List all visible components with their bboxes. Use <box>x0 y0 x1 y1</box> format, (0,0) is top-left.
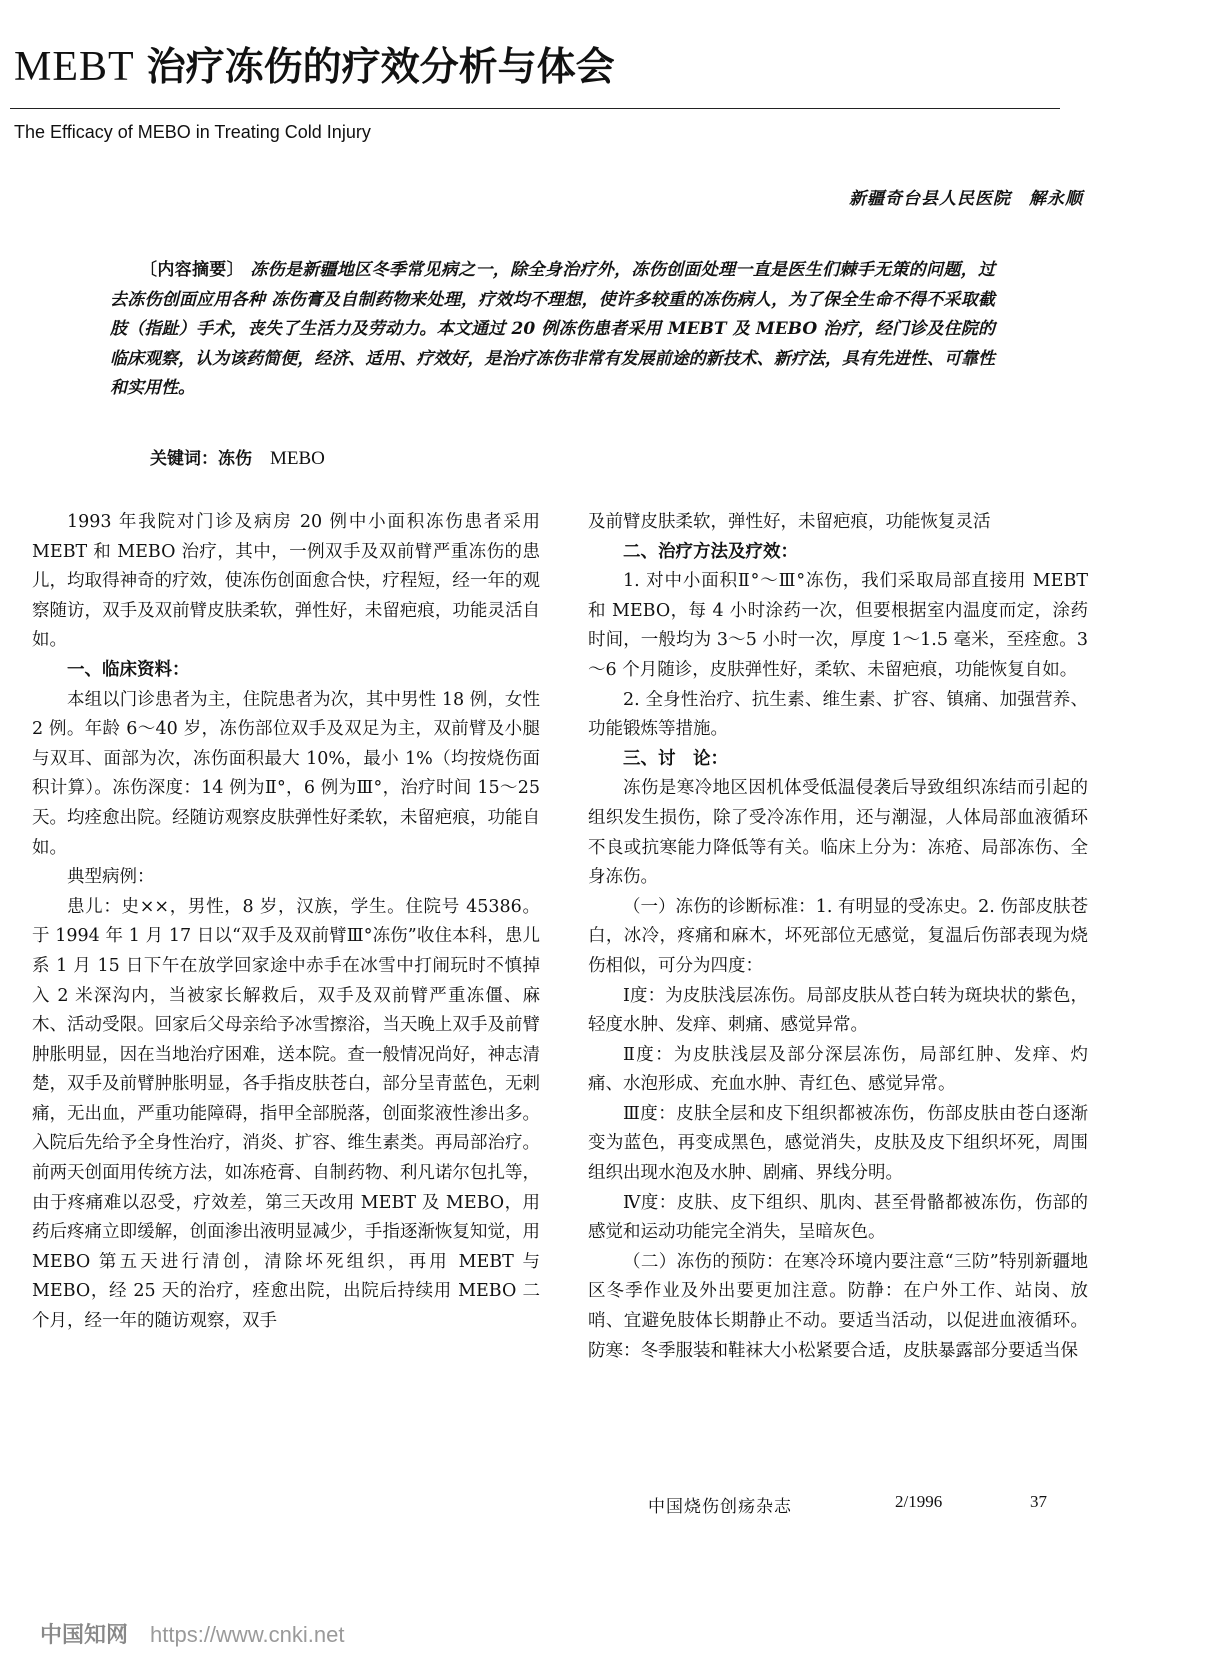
author-name: 解永顺 <box>1029 189 1083 209</box>
section-heading-discussion: 三、讨 论： <box>623 748 728 769</box>
clinical-paragraph: 本组以门诊患者为主，住院患者为次，其中男性 18 例，女性 2 例。年龄 6～40 岁，冻伤部位双手及双足为主，双前臂及小腿与双耳、面部为次，冻伤面积最大 10%，最小 1%（均按烧伤面积计算）。冻伤深度：14 例为Ⅱ°，6 例为Ⅲ°，治疗时间 15～25 天。均痊愈出院。经随访观察皮肤弹性好柔软，未留疤痕，功能自如。 <box>32 689 540 858</box>
prevention-paragraph: （二）冻伤的预防：在寒冷环境内要注意“三防”特别新疆地区冬季作业及外出要更加注意。防静：在户外工作、站岗、放哨、宜避免肢体长期静止不动。要适当活动，以促进血液循环。防寒：冬季服装和鞋袜大小松紧要合适，皮肤暴露部分要适当保 <box>588 1251 1088 1361</box>
title-divider <box>10 108 1060 109</box>
body-column-right <box>588 508 1088 1366</box>
watermark-url[interactable]: https://www.cnki.net <box>150 1622 345 1647</box>
title-cjk: 治疗冻伤的疗效分析与体会 <box>146 45 615 90</box>
watermark <box>40 1618 344 1649</box>
intro-paragraph: 1993 年我院对门诊及病房 20 例中小面积冻伤患者采用MEBT 和 MEBO 治疗，其中，一例双手及双前臂严重冻伤的患儿，均取得神奇的疗效，使冻伤创面愈合快，疗程短，经一年的观察随访，双手及双前臂皮肤柔软，弹性好，未留疤痕，功能灵活自如。 <box>32 512 540 651</box>
degree-3: Ⅲ度：皮肤全层和皮下组织都被冻伤，伤部皮肤由苍白逐渐变为蓝色，再变成黑色，感觉消失，皮肤及皮下组织坏死，周围组织出现水泡及水肿、剧痛、界线分明。 <box>588 1103 1088 1184</box>
case-label: 典型病例： <box>67 867 155 888</box>
section-heading-treatment: 二、治疗方法及疗效： <box>623 541 798 562</box>
watermark-brand: 中国知网 <box>40 1623 129 1648</box>
discussion-paragraph-2: （一）冻伤的诊断标准：1. 有明显的受冻史。2. 伤部皮肤苍白，冰冷，疼痛和麻木，坏死部位无感觉，复温后伤部表现为烧伤相似，可分为四度： <box>588 896 1088 976</box>
abstract-label: 〔内容摘要〕 <box>140 260 244 280</box>
degree-4: Ⅳ度：皮肤、皮下组织、肌肉、甚至骨骼都被冻伤，伤部的感觉和运动功能完全消失，呈暗灰色。 <box>588 1192 1088 1243</box>
section-heading-clinical: 一、临床资料： <box>67 659 190 680</box>
article-title <box>14 36 1014 92</box>
abstract-text: 冻伤是新疆地区冬季常见病之一，除全身治疗外，冻伤创面处理一直是医生们棘手无策的问题，过去冻伤创面应用各种 冻伤膏及自制药物来处理，疗效均不理想，使许多较重的冻伤病人，为了保全生命不得不采取截肢（指趾）手术，丧失了生活力及劳动力。本文通过 20 例冻伤患者采用 MEBT 及 MEBO 治疗，经门诊及住院的临床观察，认为该药简便，经济、适用、疗效好，是治疗冻伤非常有发展前途的新技术、新疗法，具有先进性、可靠性和实用性。 <box>110 260 995 398</box>
page-number: 37 <box>1030 1492 1047 1511</box>
keywords <box>150 444 325 470</box>
treatment-paragraph-2: 2. 全身性治疗、抗生素、维生素、扩容、镇痛、加强营养、功能锻炼等措施。 <box>588 689 1088 740</box>
degree-2: Ⅱ度：为皮肤浅层及部分深层冻伤，局部红肿、发痒、灼痛、水泡形成、充血水肿、青红色、感觉异常。 <box>588 1044 1088 1095</box>
keywords-label: 关键词：冻伤 <box>150 449 252 469</box>
footer-issue: 2/1996 <box>895 1492 943 1511</box>
keywords-value: MEBO <box>270 448 325 469</box>
footer-journal: 中国烧伤创疡杂志 <box>648 1497 792 1517</box>
author-affiliation: 新疆奇台县人民医院 <box>849 189 1011 209</box>
treatment-paragraph-1: 1. 对中小面积Ⅱ°～Ⅲ°冻伤，我们采取局部直接用 MEBT 和 MEBO，每 4 小时涂药一次，但要根据室内温度而定，涂药时间，一般均为 3～5 小时一次，厚度 1～1.5 毫米，至痊愈。3～6 个月随诊，皮肤弹性好，柔软、未留疤痕，功能恢复自如。 <box>588 571 1088 680</box>
english-subtitle: The Efficacy of MEBO in Treating Cold Injury <box>14 122 371 142</box>
continued-paragraph: 及前臂皮肤柔软，弹性好，未留疤痕，功能恢复灵活 <box>588 512 991 532</box>
title-latin: MEBT <box>14 44 135 90</box>
abstract <box>110 256 995 404</box>
case-paragraph: 患儿：史××，男性，8 岁，汉族，学生。住院号 45386。于 1994 年 1 月 17 日以“双手及双前臂Ⅲ°冻伤”收住本科，患儿系 1 月 15 日下午在放学回家途中赤手在冰雪中打闹玩时不慎掉入 2 米深沟内，当被家长解救后，双手及双前臂严重冻僵、麻木、活动受限。回家后父母亲给予冰雪擦浴，当天晚上双手及前臂肿胀明显，因在当地治疗困难，送本院。查一般情况尚好，神志清楚，双手及前臂肿胀明显，各手指皮肤苍白，部分呈青蓝色，无刺痛，无出血，严重功能障碍，指甲全部脱落，创面浆液性渗出多。入院后先给予全身性治疗，消炎、扩容、维生素类。再局部治疗。前两天创面用传统方法，如冻疮膏、自制药物、利凡诺尔包扎等，由于疼痛难以忍受，疗效差，第三天改用 MEBT 及 MEBO，用药后疼痛立即缓解，创面渗出液明显减少，手指逐渐恢复知觉，用 MEBO 第五天进行清创，清除坏死组织，再用 MEBT 与 MEBO，经 25 天的治疗，痊愈出院，出院后持续用 MEBO 二个月，经一年的随访观察，双手 <box>32 896 540 1332</box>
body-column-left <box>32 508 540 1337</box>
discussion-paragraph-1: 冻伤是寒冷地区因机体受低温侵袭后导致组织冻结而引起的组织发生损伤，除了受冷冻作用，还与潮湿，人体局部血液循环不良或抗寒能力降低等有关。临床上分为：冻疮、局部冻伤、全身冻伤。 <box>588 778 1088 888</box>
degree-1: Ⅰ度：为皮肤浅层冻伤。局部皮肤从苍白转为斑块状的紫色，轻度水肿、发痒、刺痛、感觉异常。 <box>588 985 1088 1036</box>
author-line <box>849 184 1083 209</box>
